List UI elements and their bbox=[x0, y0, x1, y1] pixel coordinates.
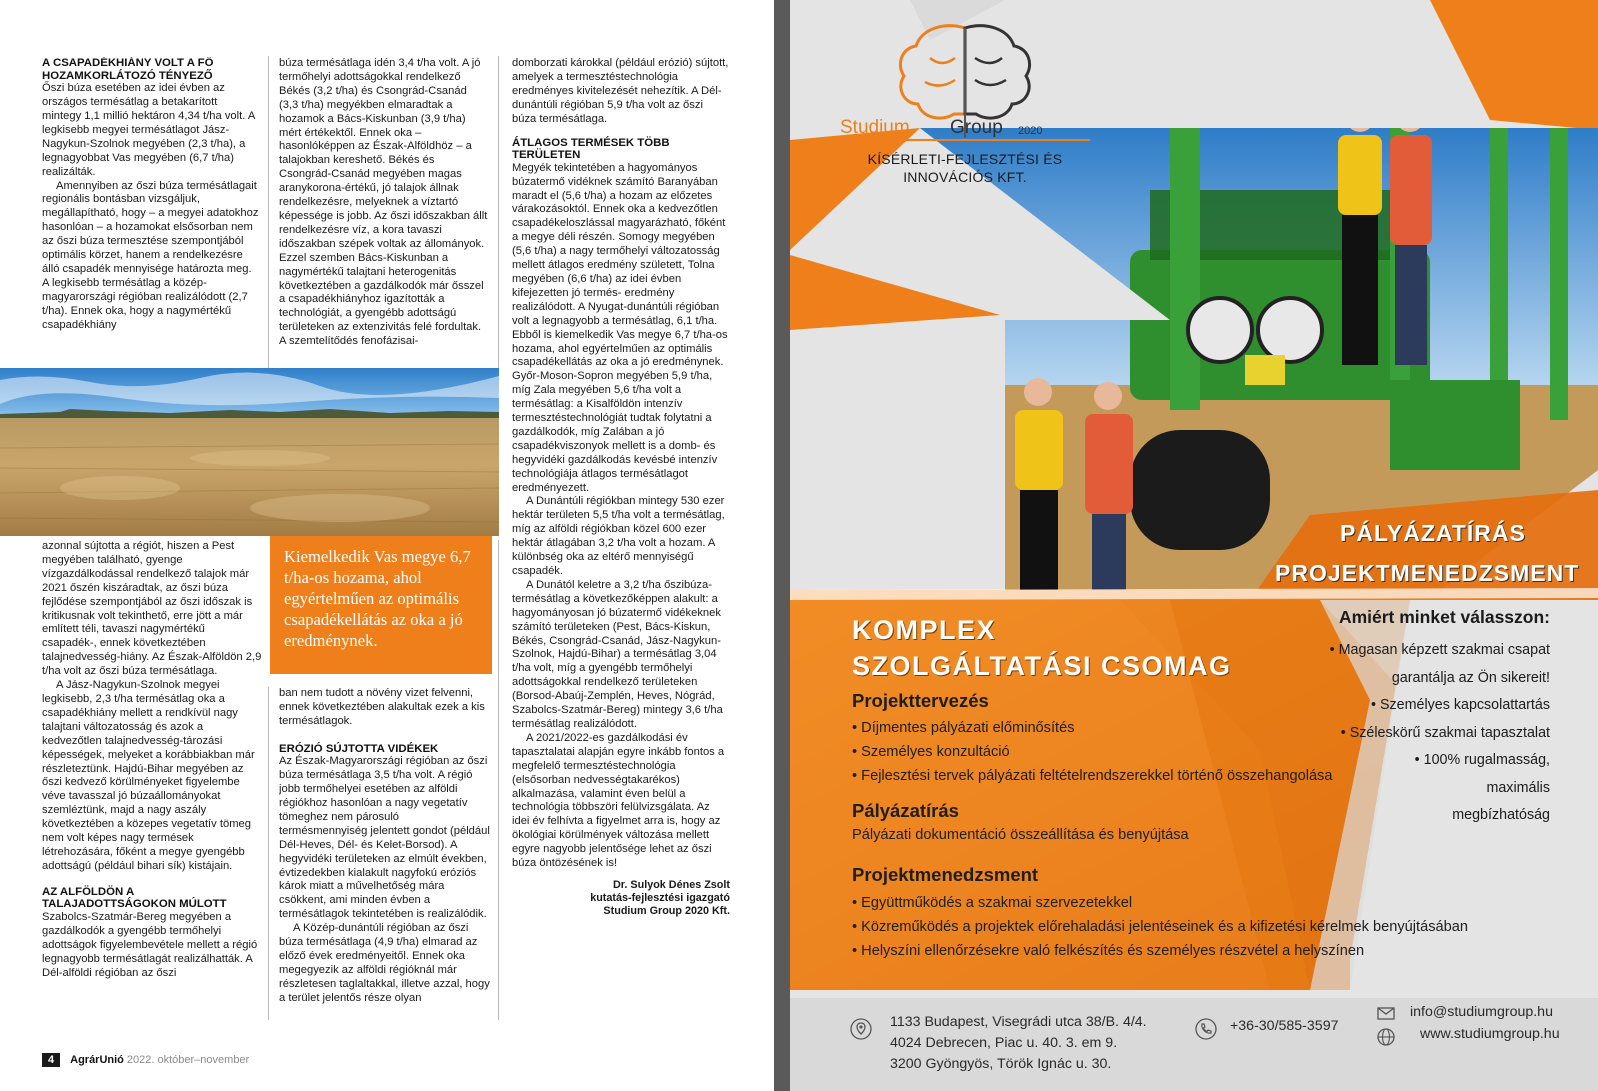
column-divider bbox=[498, 56, 499, 368]
paragraph: ban nem tudott a növény vizet felvenni, ennek következtében alakultak ezek a kis termésátlagok. bbox=[279, 687, 485, 727]
list-item: • Személyes konzultáció bbox=[852, 744, 1010, 760]
address-list bbox=[890, 1012, 1147, 1075]
palyazatiras-text: Pályázati dokumentáció összeállítása és benyújtása bbox=[852, 827, 1189, 843]
section-title-palyazatiras: Pályázatírás bbox=[852, 800, 959, 821]
company-description-line: KÍSÉRLETI-FEJLESZTÉSI ÉS bbox=[867, 151, 1063, 167]
email-link[interactable]: info@studiumgroup.hu bbox=[1410, 1004, 1553, 1020]
list-item: • Díjmentes pályázati előminősítés bbox=[852, 720, 1075, 736]
list-item: garantálja az Ön sikereit! bbox=[1391, 669, 1550, 686]
pull-quote-text: Kiemelkedik Vas megye 6,7 t/ha-os hozama, ahol egyértelműen az optimális csapadékellátás az oka a jó eredménynek. bbox=[284, 547, 471, 650]
section-heading: A CSAPADÉKHIÁNY VOLT A FŐ HOZAMKORLÁTOZÓ TÉNYEZŐ bbox=[42, 57, 214, 82]
paragraph: A Dunántúli régiókban mintegy 530 ezer hektár területen 5,5 t/ha volt a termésátlag, míg az alföldi régiókban közel 600 ezer hektár átlagában 3,2 t/ha volt a hozam. A különbség oka az eltérő mennyiségű csapadék. bbox=[512, 495, 725, 577]
logo-year: 2020 bbox=[1018, 125, 1043, 137]
section-title-projekttervezes: Projekttervezés bbox=[852, 690, 989, 711]
article-column-3 bbox=[512, 57, 730, 1022]
article-column-5 bbox=[279, 687, 490, 1027]
paragraph: Az Észak-Magyarországi régióban az őszi búza termésátlaga 3,5 t/ha volt. A régió jobb termőhelyei esetében az alföldi régiókhoz hasonlóan a nagy vegetatív tömeghez nem párosuló termésmennyiség jelentett gondot (például Dél-Heves, Dél- és Kelet-Borsod). A hegyvidéki területeken az elmúlt években, évtizedekben kialakult nagyfokú eróziós károk miatt a művelhetőség mára csökkent, ami minden évben a termésátlagok tekintetében is realizálódik. bbox=[279, 755, 490, 921]
package-title bbox=[852, 612, 1231, 684]
paragraph: búza termésátlaga idén 3,4 t/ha volt. A jó termőhelyi adottságokkal rendelkező Békés (3,2 t/ha) és Csongrád-Csanád (3,3 t/ha) megyékben elmaradtak a hozamok a Bács-Kiskunban (3,9 t/ha) mért értékektől. Ennek oka – hasonlóképpen az Észak-Alföldhöz – a talajokban kereshető. Békés és Csongrád-Csanád megyében magas aranykorona-értékű, jó talajok állnak rendelkezésre, melyeknek a víztartó képessége is jobb. Az őszi időszakban állt rendelkezésre víz, a kora tavaszi időszakban szépek voltak az állományok. Ezzel szemben Bács-Kiskunban a nagymértékű talajtani heterogenitás következtében a gazdálkodók már ősszel a csapadékhiányhoz igazították a technológiát, a gyengébb adottságú területeken az extenzivitás felé fordultak. A szemtelítődés fenofázisai- bbox=[279, 57, 488, 348]
package-title-line: SZOLGÁLTATÁSI CSOMAG bbox=[852, 651, 1232, 681]
section-title-projektmenedzsment: Projektmenedzsment bbox=[852, 864, 1039, 885]
magazine-issue: 2022. október–november bbox=[126, 1054, 250, 1066]
list-item: • Személyes kapcsolattartás bbox=[1370, 697, 1550, 713]
globe-icon bbox=[1375, 1026, 1397, 1048]
wheat-field-photo bbox=[0, 368, 499, 536]
article-column-4 bbox=[42, 540, 262, 1022]
projektmenedzsment-list bbox=[852, 891, 1468, 963]
company-description-line: INNOVÁCIÓS KFT. bbox=[903, 169, 1027, 185]
article-page bbox=[0, 0, 774, 1091]
phone-number[interactable]: +36-30/585-3597 bbox=[1230, 1018, 1339, 1034]
list-item: • Széleskörű szakmai tapasztalat bbox=[1340, 724, 1550, 741]
company-description bbox=[850, 150, 1080, 186]
author-company: Studium Group 2020 Kft. bbox=[603, 905, 730, 918]
paragraph: A Jász-Nagykun-Szolnok megyei legkisebb, 2,3 t/ha termésátlag oka a csapadékhiány mellett a rendkívül nagy talajtani változatosság és azok a kedvezőtlen talajnedvesség-tározási képességek, melyeket a korábbiakban már részleteztünk. Hajdú-Bihar megyében az őszi kedvező körülményeket figyelembe véve tavasszal jó búzaállományokat szemléztünk, majd a nagy aszály következtében a közepes vegetatív tömeg nem volt képes nagy termések létrehozására, főként a megye gyengébb adottságú (például bihari sík) kistájain. bbox=[42, 679, 255, 872]
projekttervezes-list bbox=[852, 716, 1332, 788]
address-line: 3200 Gyöngyös, Török Ignác u. 30. bbox=[890, 1056, 1112, 1072]
page-footer bbox=[42, 1052, 249, 1068]
phone-icon bbox=[1195, 1018, 1217, 1040]
address-line: 1133 Budapest, Visegrádi utca 38/B. 4/4. bbox=[890, 1014, 1147, 1030]
paragraph: A Dunától keletre a 3,2 t/ha őszibúza-termésátlag a következőképpen alakult: a hagyományosan jó búzatermő vidékeknek számító területeken (Pest, Bács-Kiskun, Békés, Csongrád-Csanád, Jász-Nagykun-Szolnok, Hajdú-Bihar) a termésátlag 3,04 t/ha volt, míg a gyengébb termőhelyi adottságokkal rendelkező területeken (Borsod-Abaúj-Zemplén, Heves, Nógrád, Szabolcs-Szatmár-Bereg) mintegy 3,6 t/ha termésátlag realizálódott. bbox=[512, 578, 723, 730]
paragraph: Szabolcs-Szatmár-Bereg megyében a gazdálkodók a gyengébb termőhelyi adottságok figyelembevétele mellett a régió legnagyobb termésátlagát realizálhatták. A Dél-alföldi régióban az őszi bbox=[42, 910, 258, 979]
label-palyazatiras: PÁLYÁZATÍRÁS bbox=[1340, 520, 1526, 546]
website-link[interactable]: www.studiumgroup.hu bbox=[1420, 1026, 1560, 1042]
location-pin-icon bbox=[850, 1018, 872, 1040]
logo-name-orange: Studium bbox=[840, 117, 910, 138]
paragraph: A 2021/2022-es gazdálkodási év tapasztalatai alapján egyre inkább fontos a megfelelő termesztéstechnológia (elsősorban nedvességtakarékos) alkalmazása, valamint éven belül a technológia többszöri felülvizsgálata. Az idei év felhívta a figyelmet arra is, hogy az ökológiai körülmények változása mellett egyre nagyobb jelentősége lehet az őszi búza öntözésének is! bbox=[512, 731, 725, 870]
label-projektmenedzsment: PROJEKTMENEDZSMENT bbox=[1275, 560, 1580, 586]
magazine-title: AgrárUnió bbox=[70, 1054, 124, 1066]
logo-name-dark: Group bbox=[950, 117, 1003, 138]
list-item: • Közreműködés a projektek előrehaladási jelentéseinek és a kifizetési kérelmek benyújtásában bbox=[852, 919, 1468, 935]
advertisement-page bbox=[790, 0, 1598, 1091]
page-number: 4 bbox=[42, 1053, 60, 1067]
paragraph: A Közép-dunántúli régióban az őszi búza termésátlaga (4,9 t/ha) elmarad az előző évek eredményeitől. Ennek oka megegyezik az alföldi régióknál már részletesen taglaltakkal, illetve azzal, hogy a terület jelentős része olyan bbox=[279, 922, 490, 1004]
paragraph: Megyék tekintetében a hagyományos búzatermő vidéknek számító Baranyában maradt el (5,6 t/ha) a hozam az előzetes várakozásoktól. Ennek oka a kedvezőtlen csapadékeloszlással magyarázható, főként a megye déli részén. Somogy megyében (5,6 t/ha) a nagy termőhelyi változatosság mellett átlagos eredmény született, Tolna megyében (6,6 t/ha) az idei évben kifejezetten jó termés- eredmény realizálódott. A Nyugat-dunántúli régióban volt a legnagyobb a termésátlag, 6,1 t/ha. Ebből is kiemelkedik Vas megye 6,7 t/ha-os hozama, ahol egyértelműen az optimális csapadékellátás az oka a jó eredménynek. Győr-Moson-Sopron megyében 5,9 t/ha, míg Zala megyében 5,6 t/ha volt a termésátlag: a Kisalföldön intenzív termesztéstechnológiát tudtak folytatni a gazdálkodók, míg Zalában a jó csapadékviszonyok mellett is a domb- és hegyvidéki gazdálkodás kevésbé intenzív technológiája átlagos termésátlagot eredményezett. bbox=[512, 161, 728, 494]
section-heading: ÁTLAGOS TERMÉSEK TÖBB TERÜLETEN bbox=[512, 136, 670, 162]
article-column-1 bbox=[42, 57, 259, 367]
paragraph: Őszi búza esetében az idei évben az országos termésátlag a betakarított mintegy 1,1 millió hektáron 4,34 t/ha volt. A legkisebb megyei termésátlagot Jász-Nagykun-Szolnok megyében (2,3 t/ha), a legnagyobbat Vas megyében (6,7 t/ha) realizálták. bbox=[42, 82, 255, 178]
section-heading: AZ ALFÖLDÖN A TALAJADOTTSÁGOKON MÚLOTT bbox=[42, 885, 227, 911]
author-signature bbox=[512, 879, 730, 919]
why-choose-us-list bbox=[1300, 637, 1550, 830]
why-choose-us-title: Amiért minket válasszon: bbox=[1338, 607, 1550, 627]
list-item: • Együttműködés a szakmai szervezetekkel bbox=[852, 895, 1133, 911]
list-item: • Magasan képzett szakmai csapat bbox=[1329, 642, 1550, 658]
package-title-line: KOMPLEX bbox=[852, 615, 997, 645]
paragraph: azonnal sújtotta a régiót, hiszen a Pest megyében található, gyenge vízgazdálkodással rendelkező talajok már 2021 őszén kiszáradtak, az őszi búza fejlődése szempontjából az őszi időszak is kritikusnak volt tekinthető, erre jött a már említett téli, tavaszi nagymértékű csapadék-, ennek következtében talajnedvesség-hiány. Az Észak-Alföldön 2,9 t/ha volt az őszi búza termésátlaga. bbox=[42, 540, 262, 678]
column-divider bbox=[268, 56, 269, 368]
list-item: • Fejlesztési tervek pályázati feltételrendszerekkel történő összehangolása bbox=[852, 768, 1333, 784]
list-item: • 100% rugalmasság, bbox=[1414, 752, 1550, 768]
paragraph: Amennyiben az őszi búza termésátlagait regionális bontásban vizsgáljuk, megállapítható, hogy – a megyei adatokhoz hasonlóan – a hozamokat elsősorban nem az őszi búza termesztése szempontjából optimális körzet, hanem a rendelkezésre álló csapadék mennyisége határozta meg. A legkisebb termésátlag a közép-magyarországi régióban realizálódott (2,7 t/ha). Ennek oka, hogy a nagymértékű csapadékhiány bbox=[42, 179, 259, 331]
author-title: kutatás-fejlesztési igazgató bbox=[590, 892, 730, 905]
column-divider bbox=[498, 540, 499, 1020]
paragraph: domborzati károkkal (például erózió) sújtott, amelyek a termesztéstechnológia eredményes kivitelezését nehezítik. A Dél-dunántúli régióban 5,9 t/ha volt az őszi búza termésátlaga. bbox=[512, 57, 729, 125]
list-item: • Helyszíni ellenőrzésekre való felkészítés és személyes részvétel a helyszínen bbox=[852, 943, 1365, 959]
pull-quote bbox=[270, 536, 492, 674]
contact-footer bbox=[790, 998, 1598, 1091]
article-column-2 bbox=[279, 57, 489, 367]
list-item: maximális bbox=[1486, 779, 1550, 796]
column-divider bbox=[268, 687, 269, 1020]
section-heading: ERÓZIÓ SÚJTOTTA VIDÉKEK bbox=[279, 742, 439, 755]
email-icon bbox=[1375, 1002, 1397, 1024]
list-item: megbízhatóság bbox=[1452, 807, 1550, 823]
author-name: Dr. Sulyok Dénes Zsolt bbox=[613, 878, 730, 891]
address-line: 4024 Debrecen, Piac u. 40. 3. em 9. bbox=[890, 1035, 1118, 1051]
